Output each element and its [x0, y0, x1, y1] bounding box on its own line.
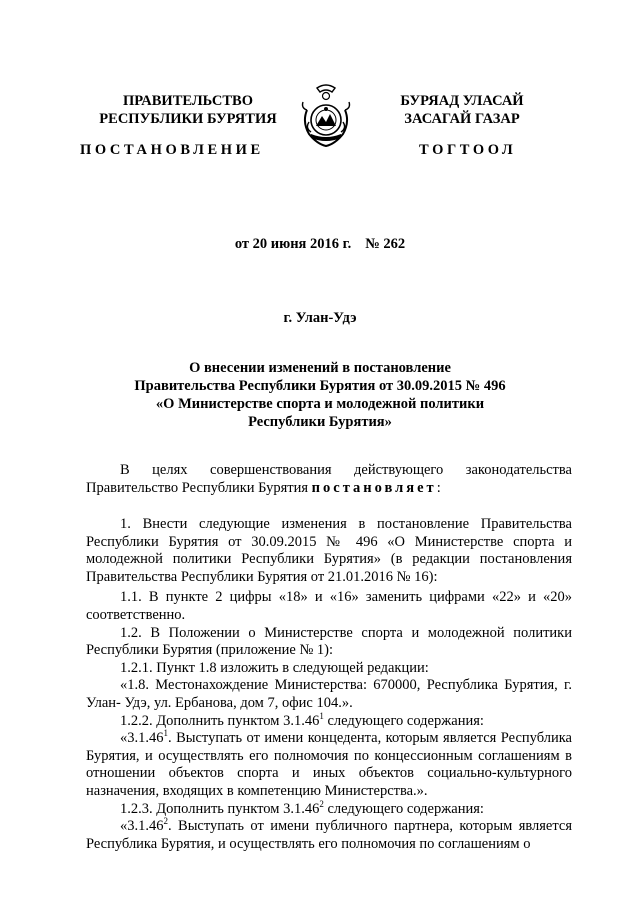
paragraph-1-2-2-quote — [86, 730, 572, 800]
header-right-line2: ЗАСАГАЙ ГАЗАР — [404, 111, 520, 127]
paragraph-1-1: 1.1. В пункте 2 цифры «18» и «16» заменить цифрами «22» и «20» соответственно. — [86, 589, 572, 623]
paragraph-1-2: 1.2. В Положении о Министерстве спорта и молодежной политики Республики Бурятия (приложение № 1): — [86, 624, 572, 659]
title-line-4: Республики Бурятия» — [248, 414, 392, 430]
paragraph-1-2-2 — [86, 710, 572, 731]
intro-colon: : — [436, 479, 441, 496]
header-right-doc-type: ТОГТООЛ — [419, 142, 517, 158]
document-dateline — [0, 236, 640, 253]
document-date: от 20 июня 2016 г. — [234, 236, 352, 252]
paragraph-1-2-3-tail: следующего содержания: — [323, 800, 484, 817]
paragraph-1-2-3 — [86, 798, 572, 819]
header-left-line1: ПРАВИТЕЛЬСТВО — [123, 93, 253, 109]
paragraph-1-2-1: 1.2.1. Пункт 1.8 изложить в следующей редакции: — [120, 659, 429, 676]
quote-body: . Выступать от имени публичного партнера, которым является Республика Бурятия, и осуществлять его полномочия по соглашениям о — [86, 818, 572, 852]
document-number: № 262 — [365, 236, 406, 252]
paragraph-1-2-2-text: 1.2.2. Дополнить пунктом 3.1.46 — [120, 712, 320, 729]
header-left — [88, 92, 288, 128]
quote-body: . Выступать от имени концедента, которым является Республика Бурятия, и осуществлять его полномочия по концессионным соглашениям в отношении объектов спорта и иных объектов социально-культурного назначения, входящих в компетенцию Министерства.». — [86, 730, 572, 799]
paragraph-1-2-1-quote: «1.8. Местонахождение Министерства: 670000, Республика Бурятия, г. Улан- Удэ, ул. Ербанова, дом 7, офис 104.». — [86, 677, 572, 711]
document-title — [100, 359, 540, 431]
header-right — [372, 92, 552, 128]
title-line-2: Правительства Республики Бурятия от 30.09.2015 № 496 — [134, 378, 506, 394]
title-line-1: О внесении изменений в постановление — [189, 360, 451, 376]
intro-paragraph — [86, 462, 572, 497]
header-left-doc-type: ПОСТАНОВЛЕНИЕ — [80, 142, 264, 158]
header-left-line2: РЕСПУБЛИКИ БУРЯТИЯ — [99, 111, 277, 127]
quote-lead: «3.1.46 — [120, 730, 164, 747]
coat-of-arms-emblem — [297, 82, 355, 150]
paragraph-1-2-3-text: 1.2.3. Дополнить пунктом 3.1.46 — [120, 800, 320, 817]
document-city: г. Улан-Удэ — [283, 310, 357, 326]
decree-word: постановляет — [311, 479, 437, 496]
quote-lead: «3.1.46 — [120, 818, 164, 835]
superscript: 2 — [319, 798, 324, 809]
paragraph-1-2-3-quote — [86, 818, 572, 853]
superscript: 1 — [319, 710, 324, 721]
title-line-3: «О Министерстве спорта и молодежной политики — [155, 396, 485, 412]
superscript: 1 — [163, 728, 168, 739]
intro-text: В целях совершенствования действующего законодательства Правительство Республики Бурятия — [86, 462, 572, 496]
paragraph-1: 1. Внести следующие изменения в постановление Правительства Республики Бурятия от 30.09.2015 № 496 «О Министерстве спорта и молодежной политики Республики Бурятия» (в редакции постановления Правительства Республики Бурятия от 21.01.2016 № 16): — [86, 516, 572, 585]
superscript: 2 — [163, 816, 168, 827]
document-body — [86, 516, 572, 853]
paragraph-1-2-2-tail: следующего содержания: — [323, 712, 484, 729]
header-right-line1: БУРЯАД УЛАСАЙ — [400, 93, 524, 109]
